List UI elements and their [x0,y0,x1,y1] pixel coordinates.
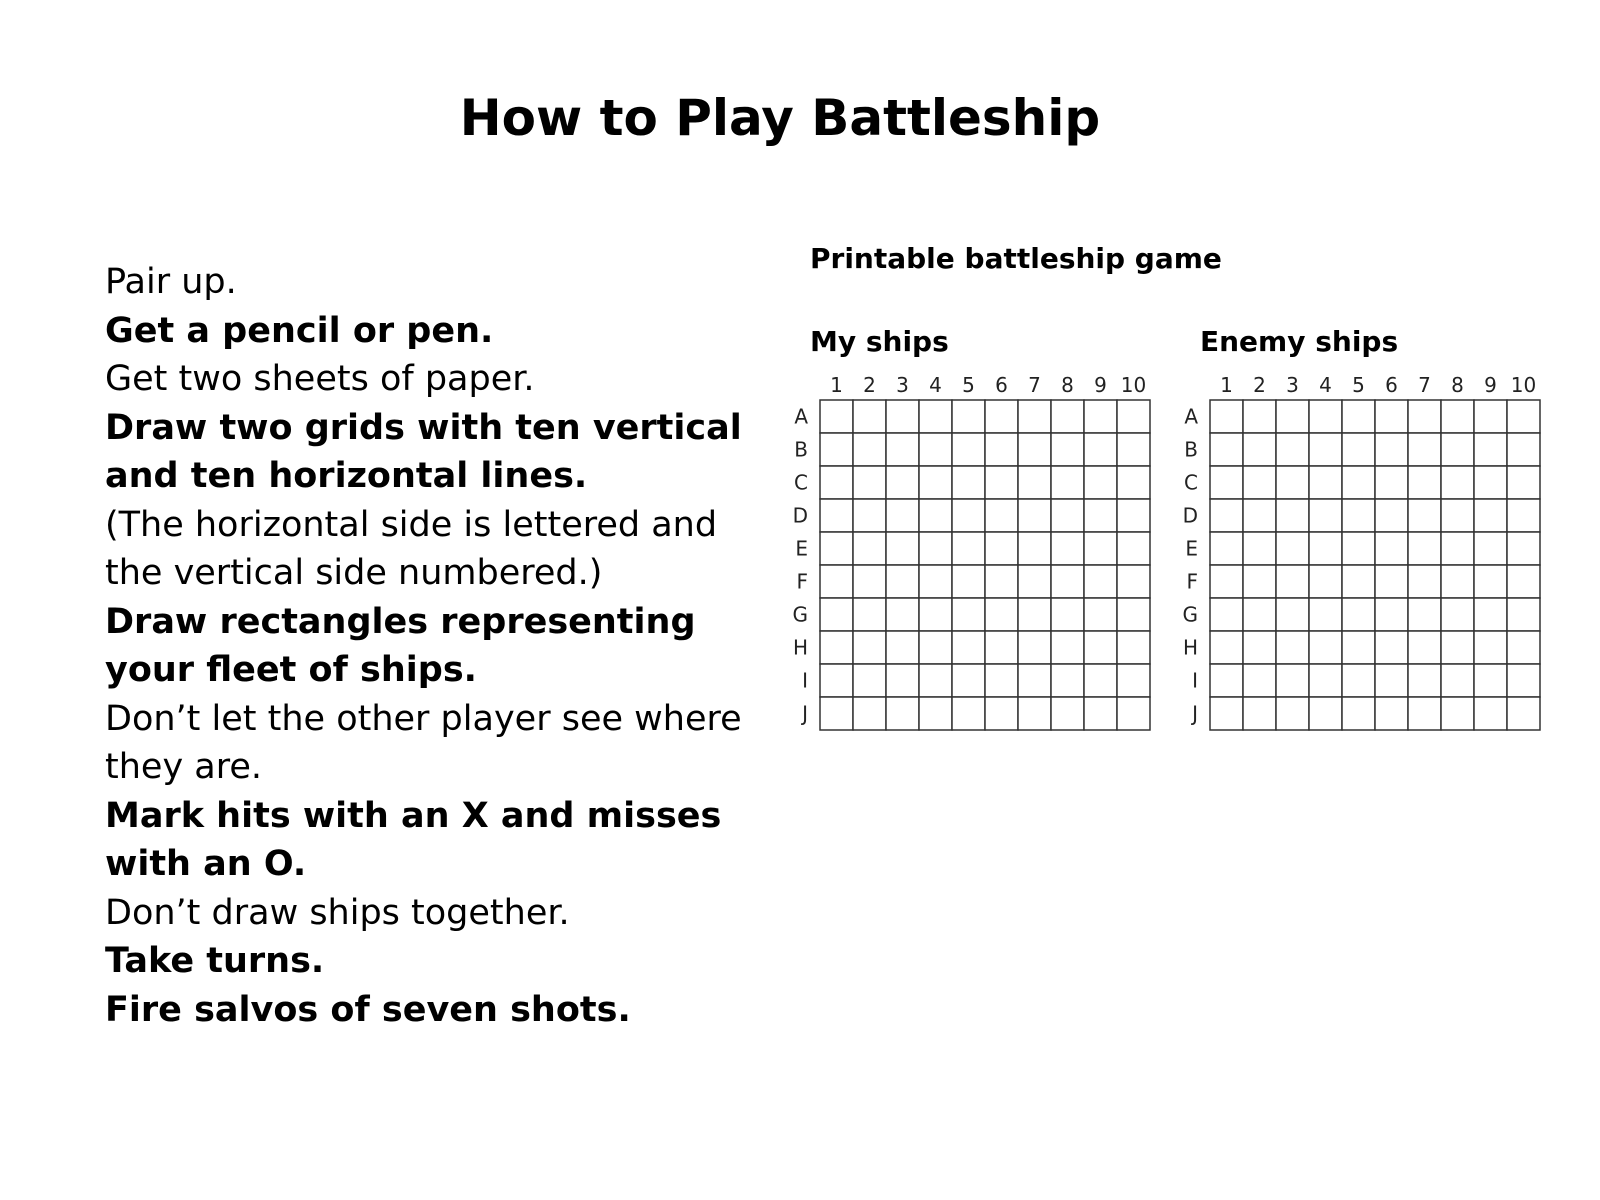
instruction-step: (The horizontal side is lettered and the vertical side numbered.) [105,504,718,593]
enemy-ships-cell-E5 [1342,532,1375,565]
enemy-ships-cell-C10 [1507,466,1540,499]
my-ships-cell-J9 [1084,697,1117,730]
instruction-list [105,258,745,1034]
enemy-ships-cell-I1 [1210,664,1243,697]
my-ships-cell-G1 [820,598,853,631]
my-ships-cell-E5 [952,532,985,565]
my-ships-cell-G7 [1018,598,1051,631]
enemy-ships-cell-G10 [1507,598,1540,631]
my-ships-cell-I8 [1051,664,1084,697]
my-ships-cell-J6 [985,697,1018,730]
enemy-ships-cell-F2 [1243,565,1276,598]
my-ships-cell-F9 [1084,565,1117,598]
my-ships-column-label: 10 [1120,373,1147,397]
my-ships-cell-B8 [1051,433,1084,466]
my-ships-row-label: C [794,470,808,495]
my-ships-cell-B1 [820,433,853,466]
my-ships-cell-G5 [952,598,985,631]
enemy-ships-column-label: 6 [1385,373,1398,397]
enemy-ships-column-label: 10 [1510,373,1537,397]
my-ships-cell-H10 [1117,631,1150,664]
my-ships-cell-A6 [985,400,1018,433]
enemy-ships-cell-B4 [1309,433,1342,466]
instruction-step: Don’t draw ships together. [105,892,570,933]
my-ships-cell-G8 [1051,598,1084,631]
enemy-ships-cell-J2 [1243,697,1276,730]
enemy-ships-cell-F1 [1210,565,1243,598]
my-ships-grid [790,365,1147,735]
enemy-ships-row-label: E [1185,536,1198,561]
my-ships-row-label: F [796,569,808,594]
enemy-ships-cell-E1 [1210,532,1243,565]
instruction-step: Fire salvos of seven shots. [105,989,631,1030]
my-ships-cell-J3 [886,697,919,730]
enemy-ships-row-label: F [1186,569,1198,594]
my-ships-cell-D7 [1018,499,1051,532]
enemy-ships-row-label: D [1182,503,1198,528]
my-ships-cell-A9 [1084,400,1117,433]
my-ships-cell-H2 [853,631,886,664]
my-ships-column-label: 6 [995,373,1008,397]
enemy-ships-cell-A1 [1210,400,1243,433]
my-ships-row-label: E [795,536,808,561]
my-ships-cell-A3 [886,400,919,433]
enemy-ships-cell-H3 [1276,631,1309,664]
instruction-step: Get two sheets of paper. [105,359,535,399]
enemy-ships-cell-I8 [1441,664,1474,697]
my-ships-cell-F8 [1051,565,1084,598]
enemy-ships-cell-B8 [1441,433,1474,466]
my-ships-cell-J5 [952,697,985,730]
enemy-ships-cell-F7 [1408,565,1441,598]
my-ships-cell-C7 [1018,466,1051,499]
instruction-step: Get a pencil or pen. [105,310,494,351]
my-ships-cell-I6 [985,664,1018,697]
my-ships-cell-J2 [853,697,886,730]
enemy-ships-cell-J1 [1210,697,1243,730]
my-ships-cell-F4 [919,565,952,598]
my-ships-cell-A2 [853,400,886,433]
my-ships-cell-B7 [1018,433,1051,466]
my-ships-cell-B4 [919,433,952,466]
instruction-step: Mark hits with an X and misses with an O. [105,795,722,884]
enemy-ships-cell-G9 [1474,598,1507,631]
my-ships-cell-I9 [1084,664,1117,697]
enemy-ships-cell-C7 [1408,466,1441,499]
enemy-ships-cell-A3 [1276,400,1309,433]
enemy-ships-row-label: B [1184,437,1198,462]
enemy-ships-cell-J6 [1375,697,1408,730]
my-ships-row-label: D [792,503,808,528]
my-ships-cell-D4 [919,499,952,532]
my-ships-cell-A8 [1051,400,1084,433]
enemy-ships-cell-E9 [1474,532,1507,565]
enemy-ships-cell-E8 [1441,532,1474,565]
my-ships-cell-C9 [1084,466,1117,499]
enemy-ships-cell-G6 [1375,598,1408,631]
enemy-ships-cell-F5 [1342,565,1375,598]
my-ships-cell-B3 [886,433,919,466]
enemy-ships-cell-I3 [1276,664,1309,697]
enemy-ships-cell-J5 [1342,697,1375,730]
my-ships-cell-E9 [1084,532,1117,565]
enemy-ships-cell-I6 [1375,664,1408,697]
enemy-ships-cell-E6 [1375,532,1408,565]
my-ships-cell-H6 [985,631,1018,664]
my-ships-cell-I1 [820,664,853,697]
enemy-ships-column-label: 2 [1253,373,1266,397]
enemy-ships-cell-D4 [1309,499,1342,532]
my-ships-cell-H7 [1018,631,1051,664]
enemy-ships-column-label: 9 [1484,373,1497,397]
enemy-ships-cell-E4 [1309,532,1342,565]
enemy-ships-cell-G7 [1408,598,1441,631]
enemy-ships-cell-F6 [1375,565,1408,598]
enemy-ships-cell-D7 [1408,499,1441,532]
enemy-ships-cell-C3 [1276,466,1309,499]
my-ships-cell-C3 [886,466,919,499]
enemy-ships-cell-H9 [1474,631,1507,664]
my-ships-row-label: J [802,701,808,726]
enemy-ships-cell-C1 [1210,466,1243,499]
page-title: How to Play Battleship [459,89,1101,147]
my-ships-cell-I7 [1018,664,1051,697]
enemy-ships-cell-H5 [1342,631,1375,664]
enemy-ships-cell-D10 [1507,499,1540,532]
enemy-ships-cell-J10 [1507,697,1540,730]
my-ships-cell-D2 [853,499,886,532]
my-ships-cell-G10 [1117,598,1150,631]
my-ships-cell-D6 [985,499,1018,532]
enemy-ships-cell-I5 [1342,664,1375,697]
my-ships-cell-E10 [1117,532,1150,565]
enemy-ships-cell-I7 [1408,664,1441,697]
my-ships-row-label: B [794,437,808,462]
my-ships-cell-I5 [952,664,985,697]
enemy-ships-cell-G5 [1342,598,1375,631]
my-ships-cell-J8 [1051,697,1084,730]
enemy-ships-cell-J3 [1276,697,1309,730]
enemy-ships-cell-E10 [1507,532,1540,565]
enemy-ships-cell-G1 [1210,598,1243,631]
enemy-ships-cell-D5 [1342,499,1375,532]
my-ships-cell-D8 [1051,499,1084,532]
enemy-ships-cell-G4 [1309,598,1342,631]
enemy-ships-row-label: H [1182,635,1198,660]
enemy-ships-cell-H8 [1441,631,1474,664]
enemy-ships-cell-B2 [1243,433,1276,466]
my-ships-cell-C10 [1117,466,1150,499]
enemy-ships-cell-A9 [1474,400,1507,433]
enemy-ships-row-label: G [1182,602,1198,627]
enemy-ships-cell-H7 [1408,631,1441,664]
my-ships-cell-D10 [1117,499,1150,532]
enemy-ships-cell-G8 [1441,598,1474,631]
my-ships-cell-J7 [1018,697,1051,730]
my-ships-cell-H9 [1084,631,1117,664]
instruction-step: Don’t let the other player see where they are. [105,698,742,787]
my-ships-cell-G3 [886,598,919,631]
my-ships-cell-H3 [886,631,919,664]
enemy-ships-cell-C2 [1243,466,1276,499]
my-ships-cell-D9 [1084,499,1117,532]
my-ships-label: My ships [810,325,949,358]
enemy-ships-cell-D8 [1441,499,1474,532]
enemy-ships-cell-J8 [1441,697,1474,730]
enemy-ships-row-label: I [1192,668,1198,693]
enemy-ships-cell-H6 [1375,631,1408,664]
my-ships-cell-F1 [820,565,853,598]
enemy-ships-cell-A2 [1243,400,1276,433]
enemy-ships-cell-B10 [1507,433,1540,466]
my-ships-cell-B5 [952,433,985,466]
my-ships-cell-B6 [985,433,1018,466]
enemy-ships-column-label: 3 [1286,373,1299,397]
my-ships-row-label: G [792,602,808,627]
enemy-ships-cell-I10 [1507,664,1540,697]
enemy-ships-cell-A8 [1441,400,1474,433]
my-ships-cell-G2 [853,598,886,631]
enemy-ships-cell-I2 [1243,664,1276,697]
enemy-ships-cell-D1 [1210,499,1243,532]
my-ships-cell-B9 [1084,433,1117,466]
my-ships-cell-D3 [886,499,919,532]
printable-heading: Printable battleship game [810,242,1222,275]
my-ships-cell-I3 [886,664,919,697]
enemy-ships-cell-C4 [1309,466,1342,499]
my-ships-cell-E6 [985,532,1018,565]
enemy-ships-cell-J9 [1474,697,1507,730]
my-ships-column-label: 3 [896,373,909,397]
my-ships-column-label: 8 [1061,373,1074,397]
enemy-ships-cell-A7 [1408,400,1441,433]
enemy-ships-cell-D3 [1276,499,1309,532]
my-ships-cell-J1 [820,697,853,730]
my-ships-cell-C6 [985,466,1018,499]
enemy-ships-cell-H1 [1210,631,1243,664]
enemy-ships-cell-F8 [1441,565,1474,598]
enemy-ships-cell-A4 [1309,400,1342,433]
enemy-ships-cell-H2 [1243,631,1276,664]
enemy-ships-cell-E7 [1408,532,1441,565]
instruction-step: Draw rectangles representing your fleet of ships. [105,601,696,690]
my-ships-cell-E3 [886,532,919,565]
enemy-ships-cell-C8 [1441,466,1474,499]
my-ships-row-label: H [792,635,808,660]
my-ships-cell-H1 [820,631,853,664]
my-ships-cell-H8 [1051,631,1084,664]
my-ships-cell-D5 [952,499,985,532]
enemy-ships-cell-C9 [1474,466,1507,499]
my-ships-cell-E2 [853,532,886,565]
enemy-ships-cell-F9 [1474,565,1507,598]
instruction-step: Draw two grids with ten vertical and ten horizontal lines. [105,407,742,496]
enemy-ships-row-label: C [1184,470,1198,495]
my-ships-cell-E1 [820,532,853,565]
my-ships-column-label: 5 [962,373,975,397]
my-ships-cell-A4 [919,400,952,433]
enemy-ships-cell-B9 [1474,433,1507,466]
my-ships-cell-B10 [1117,433,1150,466]
enemy-ships-cell-C6 [1375,466,1408,499]
enemy-ships-cell-D2 [1243,499,1276,532]
instruction-step: Take turns. [105,941,325,981]
my-ships-cell-F6 [985,565,1018,598]
enemy-ships-cell-B7 [1408,433,1441,466]
enemy-ships-cell-I4 [1309,664,1342,697]
my-ships-cell-F7 [1018,565,1051,598]
enemy-ships-cell-B1 [1210,433,1243,466]
enemy-ships-cell-I9 [1474,664,1507,697]
enemy-ships-cell-J7 [1408,697,1441,730]
my-ships-column-label: 9 [1094,373,1107,397]
enemy-ships-cell-E3 [1276,532,1309,565]
my-ships-cell-C8 [1051,466,1084,499]
my-ships-cell-I4 [919,664,952,697]
enemy-ships-cell-B5 [1342,433,1375,466]
my-ships-cell-F5 [952,565,985,598]
my-ships-cell-A10 [1117,400,1150,433]
enemy-ships-column-label: 1 [1220,373,1233,397]
enemy-ships-cell-D9 [1474,499,1507,532]
my-ships-cell-H4 [919,631,952,664]
my-ships-column-label: 2 [863,373,876,397]
my-ships-column-label: 4 [929,373,942,397]
enemy-ships-cell-G2 [1243,598,1276,631]
my-ships-cell-C1 [820,466,853,499]
enemy-ships-column-label: 8 [1451,373,1464,397]
my-ships-cell-C5 [952,466,985,499]
my-ships-cell-I10 [1117,664,1150,697]
my-ships-cell-J4 [919,697,952,730]
enemy-ships-cell-A10 [1507,400,1540,433]
my-ships-cell-F10 [1117,565,1150,598]
my-ships-cell-D1 [820,499,853,532]
enemy-ships-grid [1180,365,1537,735]
enemy-ships-cell-C5 [1342,466,1375,499]
my-ships-cell-E4 [919,532,952,565]
my-ships-cell-J10 [1117,697,1150,730]
my-ships-cell-G4 [919,598,952,631]
enemy-ships-row-label: A [1184,404,1198,429]
enemy-ships-column-label: 7 [1418,373,1431,397]
enemy-ships-column-label: 5 [1352,373,1365,397]
my-ships-row-label: I [802,668,808,693]
enemy-ships-cell-H4 [1309,631,1342,664]
enemy-ships-cell-F10 [1507,565,1540,598]
my-ships-cell-I2 [853,664,886,697]
instruction-step: Pair up. [105,262,237,302]
my-ships-cell-A7 [1018,400,1051,433]
enemy-ships-cell-G3 [1276,598,1309,631]
enemy-ships-column-label: 4 [1319,373,1332,397]
enemy-ships-cell-B3 [1276,433,1309,466]
enemy-ships-cell-H10 [1507,631,1540,664]
my-ships-cell-C2 [853,466,886,499]
enemy-ships-cell-A5 [1342,400,1375,433]
enemy-ships-cell-A6 [1375,400,1408,433]
my-ships-cell-A5 [952,400,985,433]
my-ships-column-label: 1 [830,373,843,397]
enemy-ships-cell-J4 [1309,697,1342,730]
my-ships-cell-F3 [886,565,919,598]
my-ships-cell-G9 [1084,598,1117,631]
my-ships-row-label: A [794,404,808,429]
my-ships-cell-H5 [952,631,985,664]
enemy-ships-cell-F4 [1309,565,1342,598]
my-ships-cell-A1 [820,400,853,433]
enemy-ships-cell-D6 [1375,499,1408,532]
my-ships-column-label: 7 [1028,373,1041,397]
my-ships-cell-C4 [919,466,952,499]
my-ships-cell-E8 [1051,532,1084,565]
my-ships-cell-F2 [853,565,886,598]
my-ships-cell-E7 [1018,532,1051,565]
my-ships-cell-G6 [985,598,1018,631]
enemy-ships-cell-E2 [1243,532,1276,565]
enemy-ships-cell-F3 [1276,565,1309,598]
enemy-ships-label: Enemy ships [1200,325,1399,358]
enemy-ships-cell-B6 [1375,433,1408,466]
enemy-ships-row-label: J [1192,701,1198,726]
my-ships-cell-B2 [853,433,886,466]
